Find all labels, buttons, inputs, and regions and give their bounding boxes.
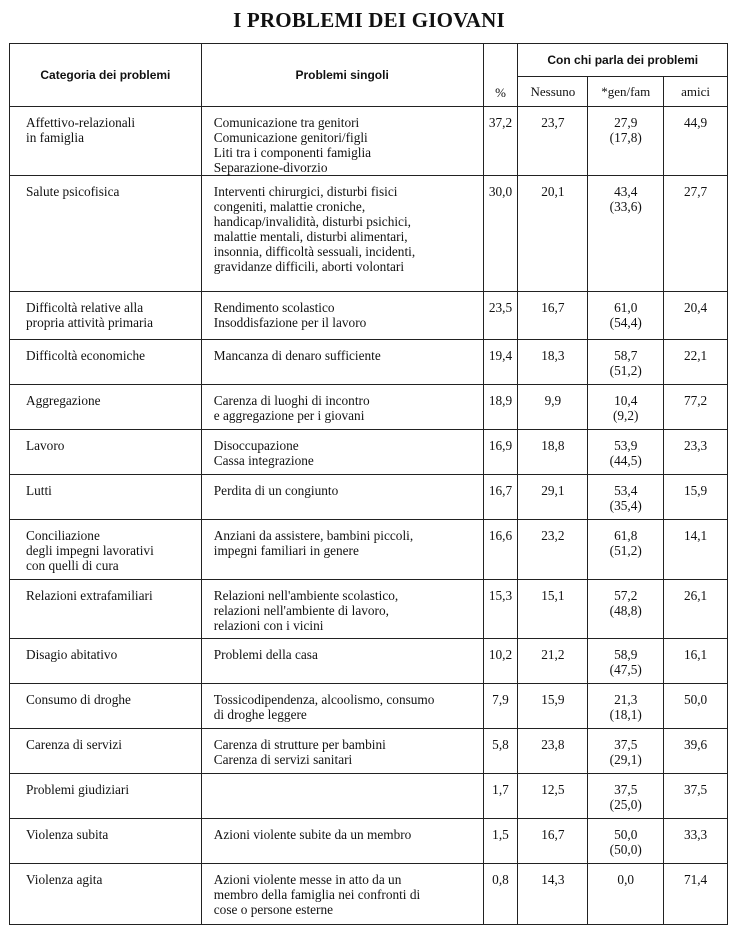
nessuno-cell: 18,3 [518,340,588,385]
category-line: Difficoltà economiche [26,348,146,363]
problem-line: gravidanze difficili, aborti volontari [213,259,405,274]
problems-cell [201,475,483,520]
nessuno-cell: 15,9 [518,684,588,729]
table-row [10,639,728,684]
problem-line: Comunicazione genitori/figli [213,130,368,145]
percent-cell: 1,7 [483,774,518,819]
nessuno-cell: 12,5 [518,774,588,819]
problem-line: impegni familiari in genere [213,543,359,558]
genfam-subvalue: (25,0) [609,797,642,812]
problem-line: Liti tra i componenti famiglia [213,145,372,160]
category-cell [10,520,202,580]
genfam-value: 58,7 [614,348,638,363]
percent-cell: 16,6 [483,520,518,580]
problem-line: di droghe leggere [213,707,307,722]
problem-line: Azioni violente messe in atto da un [213,872,402,887]
category-cell [10,430,202,475]
nessuno-cell: 15,1 [518,580,588,639]
category-line: degli impegni lavorativi [26,543,154,558]
category-line: Difficoltà relative alla [26,300,144,315]
category-line: Conciliazione [26,528,100,543]
amici-cell: 22,1 [664,340,728,385]
genfam-subvalue: (54,4) [609,315,642,330]
genfam-cell [588,107,664,176]
problem-line: Separazione-divorzio [213,160,328,175]
category-cell [10,385,202,430]
category-line: Violenza subita [26,827,109,842]
genfam-value: 0,0 [617,872,635,887]
category-cell [10,774,202,819]
genfam-cell [588,684,664,729]
percent-cell: 7,9 [483,684,518,729]
problems-cell [201,580,483,639]
category-cell [10,340,202,385]
amici-cell: 20,4 [664,292,728,340]
nessuno-cell: 9,9 [518,385,588,430]
problem-line: Rendimento scolastico [213,300,335,315]
category-cell [10,580,202,639]
problem-line: cose o persone esterne [213,902,334,917]
problems-cell [201,684,483,729]
problems-cell [201,340,483,385]
nessuno-cell: 14,3 [518,864,588,925]
problems-cell [201,639,483,684]
problems-cell [201,385,483,430]
nessuno-cell: 21,2 [518,639,588,684]
percent-cell: 30,0 [483,176,518,292]
percent-cell: 5,8 [483,729,518,774]
nessuno-cell: 16,7 [518,292,588,340]
table-row [10,430,728,475]
amici-cell: 37,5 [664,774,728,819]
percent-cell: 23,5 [483,292,518,340]
table-row [10,475,728,520]
category-cell [10,729,202,774]
genfam-subvalue: (44,5) [609,453,642,468]
genfam-subvalue: (17,8) [609,130,642,145]
genfam-cell [588,176,664,292]
problem-line: Carenza di strutture per bambini [213,737,386,752]
table-row [10,819,728,864]
category-line: Affettivo-relazionali [26,115,136,130]
problem-line: relazioni con i vicini [213,618,324,633]
genfam-value: 57,2 [614,588,638,603]
percent-cell: 1,5 [483,819,518,864]
table-row [10,176,728,292]
genfam-cell [588,729,664,774]
header-group: Con chi parla dei problemi [518,44,728,77]
genfam-cell [588,340,664,385]
header-problems: Problemi singoli [201,44,483,107]
genfam-cell [588,292,664,340]
problem-line: Comunicazione tra genitori [213,115,360,130]
category-line: Disagio abitativo [26,647,118,662]
table-body [10,107,728,925]
genfam-subvalue: (33,6) [609,199,642,214]
nessuno-cell: 29,1 [518,475,588,520]
problems-cell [201,292,483,340]
table-row [10,774,728,819]
category-cell [10,864,202,925]
problem-line: Anziani da assistere, bambini piccoli, [213,528,414,543]
category-cell [10,819,202,864]
genfam-cell [588,580,664,639]
category-cell [10,176,202,292]
percent-cell: 15,3 [483,580,518,639]
percent-cell: 18,9 [483,385,518,430]
problem-line: Cassa integrazione [213,453,314,468]
genfam-value: 53,4 [614,483,638,498]
problem-line: e aggregazione per i giovani [213,408,365,423]
amici-cell: 14,1 [664,520,728,580]
genfam-cell [588,520,664,580]
category-line: propria attività primaria [26,315,154,330]
problems-cell [201,729,483,774]
category-line: Aggregazione [26,393,101,408]
table-row [10,729,728,774]
problem-line: relazioni nell'ambiente di lavoro, [213,603,389,618]
amici-cell: 23,3 [664,430,728,475]
problem-line: Relazioni nell'ambiente scolastico, [213,588,399,603]
genfam-value: 53,9 [614,438,638,453]
problems-cell [201,430,483,475]
category-cell [10,684,202,729]
genfam-subvalue: (51,2) [609,363,642,378]
genfam-value: 21,3 [614,692,638,707]
genfam-value: 61,0 [614,300,638,315]
category-line: con quelli di cura [26,558,119,573]
genfam-value: 50,0 [614,827,638,842]
problem-line: congeniti, malattie croniche, [213,199,366,214]
percent-cell: 10,2 [483,639,518,684]
amici-cell: 44,9 [664,107,728,176]
problem-line: Insoddisfazione per il lavoro [213,315,367,330]
percent-cell: 16,9 [483,430,518,475]
table-row [10,107,728,176]
problem-line: handicap/invalidità, disturbi psichici, [213,214,411,229]
amici-cell: 33,3 [664,819,728,864]
problem-line: Azioni violente subite da un membro [213,827,412,842]
percent-cell: 37,2 [483,107,518,176]
amici-cell: 39,6 [664,729,728,774]
header-genfam: *gen/fam [588,77,664,107]
problems-cell [201,176,483,292]
problem-line: Perdita di un congiunto [213,483,339,498]
category-line: Violenza agita [26,872,103,887]
genfam-cell [588,475,664,520]
genfam-subvalue: (9,2) [612,408,639,423]
genfam-value: 37,5 [614,782,638,797]
category-cell [10,639,202,684]
amici-cell: 50,0 [664,684,728,729]
problem-line: malattie mentali, disturbi alimentari, [213,229,408,244]
genfam-value: 58,9 [614,647,638,662]
problems-cell [201,107,483,176]
genfam-cell [588,774,664,819]
amici-cell: 16,1 [664,639,728,684]
table-row [10,340,728,385]
genfam-subvalue: (51,2) [609,543,642,558]
genfam-cell [588,639,664,684]
nessuno-cell: 18,8 [518,430,588,475]
header-amici: amici [664,77,728,107]
category-line: Lutti [26,483,52,498]
category-line: Salute psicofisica [26,184,120,199]
category-line: Lavoro [26,438,65,453]
amici-cell: 71,4 [664,864,728,925]
genfam-subvalue: (35,4) [609,498,642,513]
category-line: Consumo di droghe [26,692,131,707]
page-title: I PROBLEMI DEI GIOVANI [233,8,505,32]
header-percent: % [483,44,518,107]
category-line: Relazioni extrafamiliari [26,588,153,603]
problems-cell [201,520,483,580]
problem-line: Carenza di servizi sanitari [213,752,353,767]
nessuno-cell: 23,7 [518,107,588,176]
table-row [10,864,728,925]
problem-line: Interventi chirurgici, disturbi fisici [213,184,398,199]
problem-line: Mancanza di denaro sufficiente [213,348,381,363]
genfam-value: 10,4 [614,393,638,408]
problem-line: insonnia, difficoltà sessuali, incidenti, [213,244,416,259]
category-line: Problemi giudiziari [26,782,130,797]
nessuno-cell: 20,1 [518,176,588,292]
genfam-value: 61,8 [614,528,638,543]
genfam-value: 27,9 [614,115,638,130]
table-row [10,580,728,639]
amici-cell: 77,2 [664,385,728,430]
genfam-subvalue: (18,1) [609,707,642,722]
problem-line: Disoccupazione [213,438,299,453]
percent-cell: 0,8 [483,864,518,925]
genfam-subvalue: (48,8) [609,603,642,618]
problem-line: Tossicodipendenza, alcoolismo, consumo [213,692,435,707]
header-category: Categoria dei problemi [10,44,202,107]
table-row [10,520,728,580]
category-line: Carenza di servizi [26,737,122,752]
nessuno-cell: 23,8 [518,729,588,774]
genfam-cell [588,864,664,925]
category-line: in famiglia [26,130,84,145]
category-cell [10,475,202,520]
header-nessuno: Nessuno [518,77,588,107]
genfam-value: 37,5 [614,737,638,752]
genfam-subvalue: (50,0) [609,842,642,857]
amici-cell: 26,1 [664,580,728,639]
genfam-cell [588,430,664,475]
table-row [10,292,728,340]
genfam-cell [588,385,664,430]
problem-line: Problemi della casa [213,647,318,662]
problem-line: membro della famiglia nei confronti di [213,887,421,902]
problems-cell [201,774,483,819]
amici-cell: 15,9 [664,475,728,520]
genfam-cell [588,819,664,864]
genfam-subvalue: (29,1) [609,752,642,767]
genfam-value: 43,4 [614,184,638,199]
genfam-subvalue: (47,5) [609,662,642,677]
table-row [10,684,728,729]
table-row [10,385,728,430]
amici-cell: 27,7 [664,176,728,292]
problems-cell [201,819,483,864]
problems-cell [201,864,483,925]
nessuno-cell: 16,7 [518,819,588,864]
problems-table [9,43,728,925]
percent-cell: 19,4 [483,340,518,385]
category-cell [10,292,202,340]
category-cell [10,107,202,176]
percent-cell: 16,7 [483,475,518,520]
problem-line: Carenza di luoghi di incontro [213,393,370,408]
nessuno-cell: 23,2 [518,520,588,580]
